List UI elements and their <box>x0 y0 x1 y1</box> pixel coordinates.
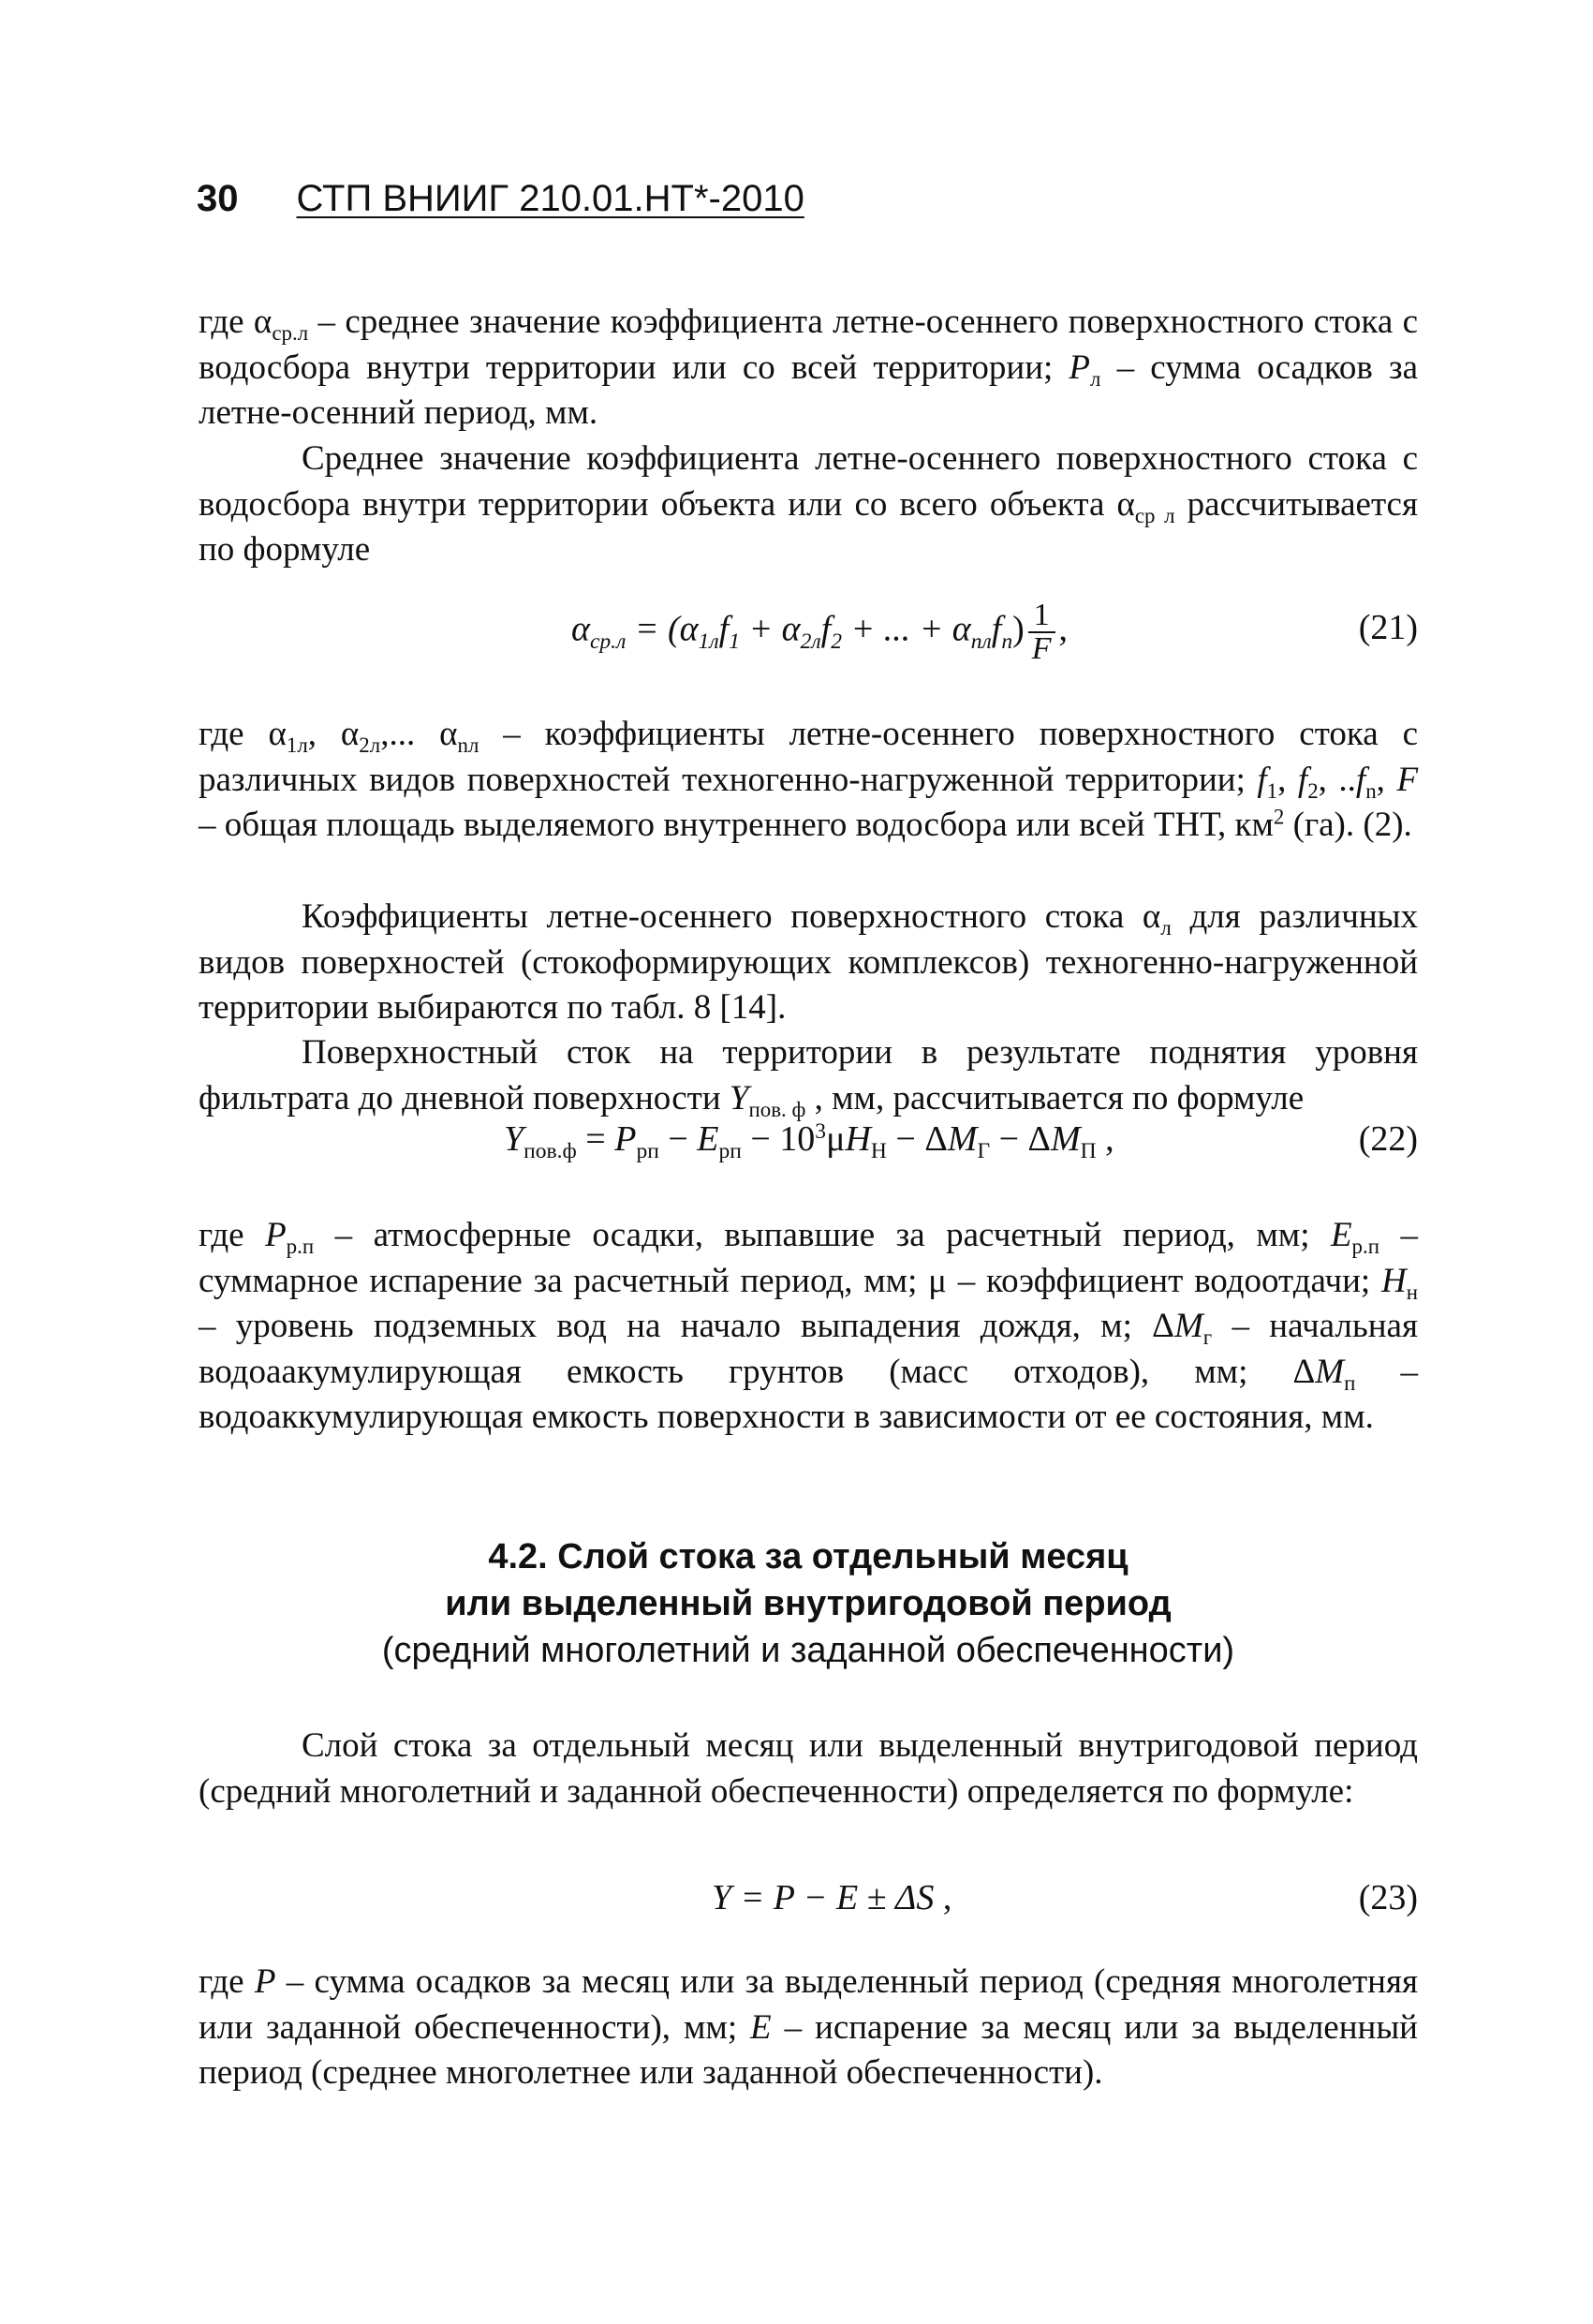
paragraph-alpha-definition: где $\alpha_{ср.л}$ – среднее значение коэффициента летне-осеннего поверхностного стока с водосбора внутри территории или со всей территории; $P_л$ – сумма осадков за летне-осенний период, мм. <box>199 303 1418 432</box>
paragraph-table-reference: Коэффициенты летне-осеннего поверхностного стока $\alpha_л$ для различных видов поверхностей (стокоформирующих комплексов) техногенно-нагруженной территории выбираются по табл. 8 [14]. <box>199 897 1418 1027</box>
formula-21: $\alpha_{ср.л} = (\alpha_{1л}f_1 + \alpha_{2л}f_2$ + ... + $\alpha_{nл}f_n$) $\frac{1}{F}$ , (21) <box>571 598 1418 666</box>
formula-23-number: (23) <box>1358 1878 1418 1917</box>
paragraph-formula-22-variables: где $P_{р.п}$ – атмосферные осадки, выпавшие за расчетный период, мм; $E_{р.п}$ – суммарное испарение за расчетный период, мм; μ – коэффициент водоотдачи; $H_н$ – уровень подземных вод на начало выпадения дождя, м; $\Delta M_г$ – начальная водоаакумулирующая емкость грунтов (масс отходов), мм; $\Delta M_п$ – водоаккумулирующая емкость поверхности в зависимости от ее состояния, мм. <box>199 1216 1419 1436</box>
paragraph-surface-runoff-intro: Поверхностный сток на территории в результате поднятия уровня фильтрата до дневной поверхности $Y_{пов. ф}$ , мм, рассчитывается по формуле <box>199 1033 1418 1121</box>
formula-22-number: (22) <box>1358 1119 1418 1159</box>
formula-22: $Y_{пов.ф} = P_{рп} - E_{рп} - 10^3\mu H_Н - \Delta M_Г - \Delta M_П$ , (22) <box>199 1111 1418 1167</box>
section-title-line-2: или выделенный внутригодовой период <box>445 1584 1172 1623</box>
paragraph-coefficients-definition: где $\alpha_{1л}$, $\alpha_{2л}$,... $\alpha_{nл}$ – коэффициенты летне-осеннего поверхностного стока с различных видов поверхностей техногенно-нагруженной территории; $f_1$, $f_2$, $..f_n$, F – общая площадь выделяемого внутреннего водосбора или всей ТНТ, $км^2$ (га). (2). <box>199 715 1419 844</box>
paragraph-alpha-formula-intro: Среднее значение коэффициента летне-осеннего поверхностного стока с водосбора внутри территории объекта или со всего объекта $\alpha_{ср л}$ рассчитывается по формуле <box>199 439 1419 569</box>
section-title-line-1: 4.2. Слой стока за отдельный месяц <box>488 1537 1128 1576</box>
document-code: СТП ВНИИГ 210.01.НТ*-2010 <box>296 178 804 219</box>
formula-21-number: (21) <box>1358 608 1418 647</box>
paragraph-formula-23-variables: где P – сумма осадков за месяц или за выделенный период (средняя многолетняя или заданной обеспеченности), мм; E – испарение за месяц или за выделенный период (среднее многолетнее или заданной обеспеченности). <box>199 1962 1418 2092</box>
paragraph-monthly-runoff-intro: Слой стока за отдельный месяц или выделенный внутригодовой период (средний многолетний и заданной обеспеченности) определяется по формуле: <box>199 1726 1418 1811</box>
page-header <box>197 176 804 221</box>
formula-23: Y = P − E ± ΔS , (23) <box>199 1870 1418 1926</box>
page-number: 30 <box>197 178 239 219</box>
section-heading-4-2 <box>199 1533 1418 1674</box>
formula-21-fraction: $\frac{1}{F}$ <box>1028 600 1055 665</box>
section-subtitle: (средний многолетний и заданной обеспеченности) <box>381 1631 1235 1670</box>
